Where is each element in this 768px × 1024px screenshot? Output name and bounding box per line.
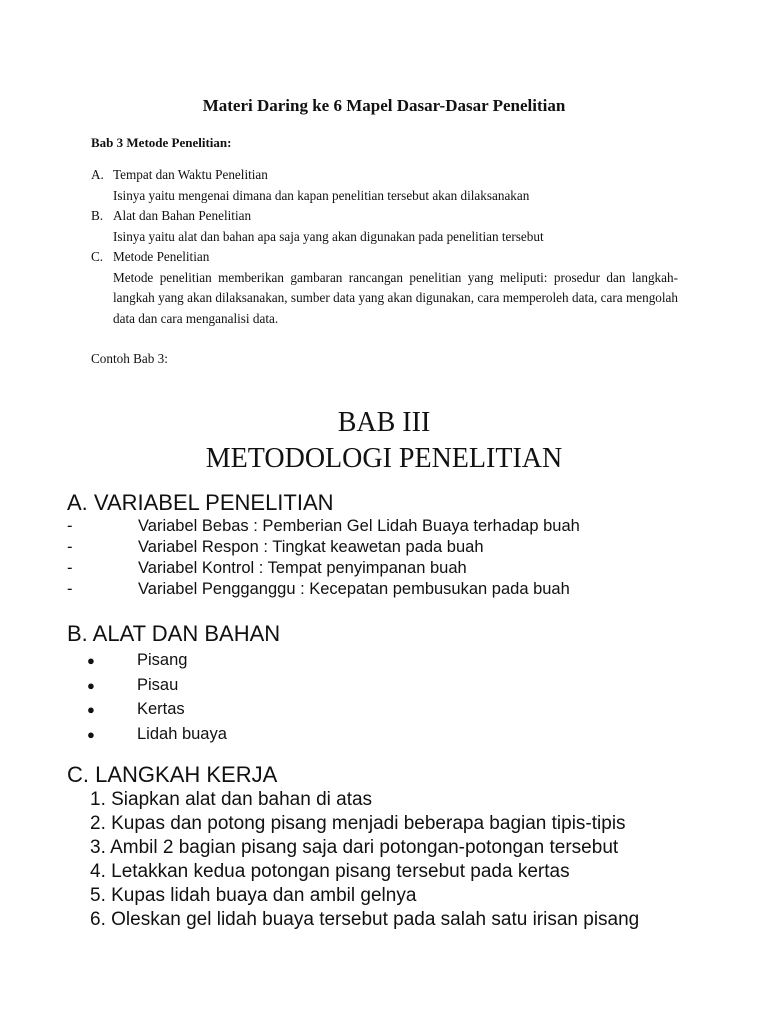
step-item: 3. Ambil 2 bagian pisang saja dari potongan-potongan tersebut (90, 837, 619, 858)
list-item-text: Lidah buaya (137, 724, 227, 743)
document-title: Materi Daring ke 6 Mapel Dasar-Dasar Penelitian (202, 96, 566, 115)
dash-marker: - (67, 559, 73, 577)
outline-desc: Metode penelitian memberikan gambaran rancangan penelitian yang meliputi: prosedur dan langkah-langkah yang akan dilaksanakan, sumber data yang akan digunakan, cara memperoleh data, cara mengolah data dan cara menganalisi data. (113, 269, 678, 326)
outline-list (91, 165, 678, 329)
step-list (90, 788, 639, 932)
dash-marker: - (67, 580, 73, 598)
list-item (87, 722, 227, 747)
chapter-heading (0, 405, 768, 477)
example-label: Contoh Bab 3: (91, 351, 168, 366)
outline-title: Metode Penelitian (113, 249, 210, 264)
bullet-icon: ● (87, 702, 95, 717)
list-item-text: Variabel Pengganggu : Kecepatan pembusukan pada buah (138, 580, 570, 598)
outline-desc: Isinya yaitu mengenai dimana dan kapan penelitian tersebut akan dilaksanakan (113, 187, 530, 203)
outline-item (91, 206, 678, 247)
chapter-title: METODOLOGI PENELITIAN (205, 443, 563, 474)
list-item (87, 673, 227, 698)
variable-list (67, 516, 707, 600)
dash-marker: - (67, 517, 73, 535)
step-item: 1. Siapkan alat dan bahan di atas (90, 789, 373, 810)
list-item (67, 516, 707, 537)
list-item-text: Pisang (137, 651, 188, 669)
list-item-text: Variabel Bebas : Pemberian Gel Lidah Buaya terhadap buah (138, 517, 580, 535)
list-item (87, 697, 227, 722)
list-item (67, 579, 707, 600)
list-item (67, 558, 707, 579)
section-heading-alat-bahan: B. ALAT DAN BAHAN (67, 621, 281, 646)
chapter-number: BAB III (337, 407, 431, 438)
list-item-text: Pisau (137, 675, 179, 694)
outline-desc: Isinya yaitu alat dan bahan apa saja yang akan digunakan pada penelitian tersebut (113, 228, 544, 244)
outline-letter: A. (91, 167, 104, 182)
list-item-text: Variabel Respon : Tingkat keawetan pada buah (138, 538, 484, 556)
bullet-icon: ● (87, 653, 95, 668)
outline-letter: C. (91, 249, 104, 264)
list-item-text: Variabel Kontrol : Tempat penyimpanan buah (138, 559, 467, 577)
list-item (87, 648, 227, 673)
step-item: 4. Letakkan kedua potongan pisang tersebut pada kertas (90, 861, 570, 882)
bullet-icon: ● (87, 677, 95, 693)
outline-item (91, 165, 678, 206)
bullet-icon: ● (87, 726, 95, 742)
section-heading-variabel: A. VARIABEL PENELITIAN (67, 490, 334, 515)
outline-title: Tempat dan Waktu Penelitian (113, 167, 268, 182)
material-list (87, 648, 227, 746)
list-item-text: Kertas (137, 700, 185, 718)
step-item: 2. Kupas dan potong pisang menjadi beberapa bagian tipis-tipis (90, 813, 626, 834)
chapter-label: Bab 3 Metode Penelitian: (91, 135, 232, 150)
outline-item (91, 247, 678, 329)
section-heading-langkah-kerja: C. LANGKAH KERJA (67, 762, 278, 787)
step-item: 6. Oleskan gel lidah buaya tersebut pada salah satu irisan pisang (90, 909, 640, 930)
outline-letter: B. (91, 208, 104, 223)
dash-marker: - (67, 538, 73, 556)
list-item (67, 537, 707, 558)
step-item: 5. Kupas lidah buaya dan ambil gelnya (90, 885, 417, 906)
outline-title: Alat dan Bahan Penelitian (113, 208, 252, 223)
